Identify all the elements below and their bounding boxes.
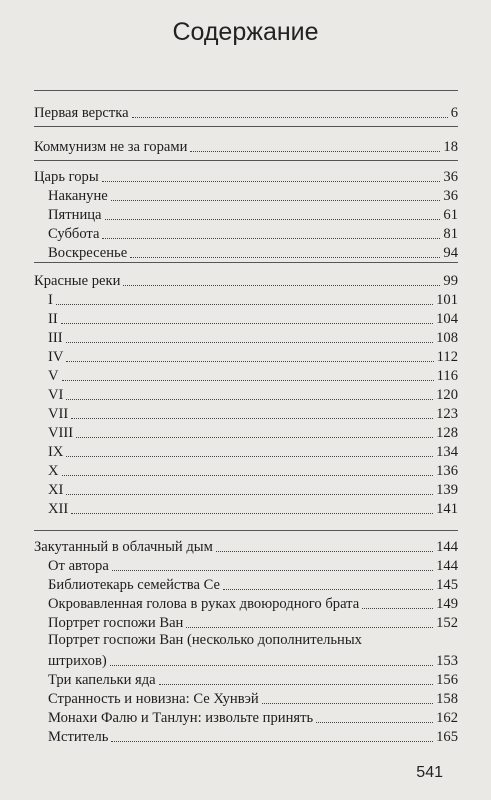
toc-section xyxy=(34,530,458,745)
toc-entry-label: Первая верстка xyxy=(34,105,129,121)
toc-entry[interactable] xyxy=(34,137,458,156)
toc-subentry[interactable] xyxy=(48,404,458,423)
toc-entry-page: 134 xyxy=(436,444,458,460)
toc-subentry[interactable] xyxy=(48,328,458,347)
toc-entry-page: 61 xyxy=(443,207,458,223)
toc-entry-page: 104 xyxy=(436,311,458,327)
dot-leader xyxy=(190,151,440,152)
dot-leader xyxy=(62,380,434,381)
toc-entry-page: 165 xyxy=(436,729,458,745)
toc-entry-label: Красные реки xyxy=(34,273,121,289)
toc-entry-page: 128 xyxy=(436,425,458,441)
toc-section xyxy=(34,90,458,121)
toc-entry-page: 162 xyxy=(436,710,458,726)
dot-leader xyxy=(66,399,433,400)
toc-entry-label: Странность и новизна: Се Хунвэй xyxy=(48,691,259,707)
toc-entry-label: I xyxy=(48,292,53,308)
page-number: 541 xyxy=(416,764,443,781)
toc-entry-page: 145 xyxy=(436,577,458,593)
toc-entry-label: Библиотекарь семейства Се xyxy=(48,577,220,593)
toc-entry-label: Пятница xyxy=(48,207,102,223)
toc-entry-page: 156 xyxy=(436,672,458,688)
toc-entry[interactable] xyxy=(34,537,458,556)
toc-entry-page: 6 xyxy=(450,105,458,121)
dot-leader xyxy=(362,608,433,609)
toc-entry-page: 94 xyxy=(443,245,458,261)
toc-entry-label: Закутанный в облачный дым xyxy=(34,539,213,555)
dot-leader xyxy=(130,257,440,258)
toc-entry-label: VII xyxy=(48,406,69,422)
dot-leader xyxy=(66,494,433,495)
toc-subentry[interactable] xyxy=(48,651,458,670)
toc-entry-page: 139 xyxy=(436,482,458,498)
toc-entry-label: Коммунизм не за горами xyxy=(34,139,188,155)
dot-leader xyxy=(76,437,433,438)
dot-leader xyxy=(71,513,433,514)
toc-entry-label: От автора xyxy=(48,558,109,574)
toc-entry-page: 136 xyxy=(436,463,458,479)
toc-subentry[interactable] xyxy=(48,708,458,727)
dot-leader xyxy=(62,475,434,476)
toc-entry-page: 152 xyxy=(436,615,458,631)
dot-leader xyxy=(111,741,433,742)
toc-subentry[interactable] xyxy=(48,442,458,461)
toc-entry-page: 112 xyxy=(436,349,458,365)
dot-leader xyxy=(132,117,448,118)
toc-entry-page: 108 xyxy=(436,330,458,346)
dot-leader xyxy=(66,456,433,457)
toc-entry-label: Мститель xyxy=(48,729,109,745)
dot-leader xyxy=(56,304,433,305)
toc-subentry[interactable] xyxy=(48,727,458,746)
toc-entry[interactable] xyxy=(34,103,458,122)
dot-leader xyxy=(186,627,433,628)
toc-entry-page: 149 xyxy=(436,596,458,612)
toc-entry-label: Накануне xyxy=(48,188,108,204)
toc-entry-label: VI xyxy=(48,387,64,403)
toc-entry-page: 120 xyxy=(436,387,458,403)
toc-entry[interactable] xyxy=(34,167,458,186)
toc-entry-label: Воскресенье xyxy=(48,245,128,261)
toc-entry-label: XII xyxy=(48,501,69,517)
toc-section xyxy=(34,126,458,155)
toc-entry-page: 36 xyxy=(443,188,458,204)
dot-leader xyxy=(216,551,433,552)
toc-entry-page: 153 xyxy=(436,653,458,669)
dot-leader xyxy=(123,285,440,286)
toc-entry-label: V xyxy=(48,368,59,384)
page-title: Содержание xyxy=(172,18,319,46)
toc-subentry[interactable] xyxy=(48,309,458,328)
toc-entry-page: 81 xyxy=(443,226,458,242)
toc-subentry[interactable] xyxy=(48,594,458,613)
toc-entry-label: штрихов) xyxy=(48,653,107,669)
toc-section xyxy=(34,262,458,517)
toc-entry-page: 101 xyxy=(436,292,458,308)
toc-subentry[interactable] xyxy=(48,670,458,689)
toc-entry-page: 36 xyxy=(443,169,458,185)
dot-leader xyxy=(102,181,441,182)
toc-subentry[interactable] xyxy=(48,575,458,594)
toc-subentry[interactable] xyxy=(48,243,458,262)
toc-entry-page: 144 xyxy=(436,558,458,574)
dot-leader xyxy=(316,722,433,723)
toc-entry-label: XI xyxy=(48,482,64,498)
toc-subentry[interactable] xyxy=(48,290,458,309)
toc-entry-label: VIII xyxy=(48,425,74,441)
toc-entry-label: Окровавленная голова в руках двоюродного брата xyxy=(48,596,360,612)
toc-entry-page: 123 xyxy=(436,406,458,422)
toc-subentry[interactable] xyxy=(48,205,458,224)
dot-leader xyxy=(105,219,441,220)
toc-subentry[interactable] xyxy=(48,556,458,575)
toc-subentry[interactable] xyxy=(48,347,458,366)
dot-leader xyxy=(61,323,433,324)
toc-entry-page: 99 xyxy=(443,273,458,289)
toc-subentry[interactable] xyxy=(48,186,458,205)
toc-entry-label: IV xyxy=(48,349,64,365)
dot-leader xyxy=(110,665,433,666)
toc-entry-page: 141 xyxy=(436,501,458,517)
toc-subentry[interactable] xyxy=(48,423,458,442)
toc-subentry[interactable] xyxy=(48,224,458,243)
toc-entry[interactable] xyxy=(34,271,458,290)
toc-entry-label: X xyxy=(48,463,59,479)
toc-entry-label: III xyxy=(48,330,63,346)
dot-leader xyxy=(262,703,433,704)
dot-leader xyxy=(112,570,433,571)
toc-entry-label: Портрет госпожи Ван xyxy=(48,615,184,631)
toc-subentry[interactable] xyxy=(48,480,458,499)
toc-subentry[interactable] xyxy=(48,385,458,404)
toc-entry-page: 116 xyxy=(436,368,458,384)
dot-leader xyxy=(71,418,433,419)
dot-leader xyxy=(102,238,440,239)
toc-entry-label: II xyxy=(48,311,58,327)
toc-subentry[interactable] xyxy=(48,461,458,480)
toc-subentry-first-line[interactable]: Портрет госпожи Ван (несколько дополнительных xyxy=(48,632,362,648)
toc-entry-page: 158 xyxy=(436,691,458,707)
toc-entry-page: 18 xyxy=(443,139,458,155)
toc-section xyxy=(34,160,458,261)
dot-leader xyxy=(66,342,434,343)
dot-leader xyxy=(159,684,433,685)
toc-entry-label: Суббота xyxy=(48,226,100,242)
toc-entry-label: Три капельки яда xyxy=(48,672,156,688)
toc-subentry[interactable] xyxy=(48,689,458,708)
toc-entry-label: IX xyxy=(48,444,64,460)
toc-entry-label: Царь горы xyxy=(34,169,99,185)
toc-subentry[interactable] xyxy=(48,366,458,385)
toc-entry-label: Монахи Фалю и Танлун: извольте принять xyxy=(48,710,314,726)
toc-entry-page: 144 xyxy=(436,539,458,555)
toc-subentry[interactable] xyxy=(48,613,458,632)
dot-leader xyxy=(111,200,441,201)
dot-leader xyxy=(66,361,433,362)
dot-leader xyxy=(223,589,433,590)
toc-subentry[interactable] xyxy=(48,499,458,518)
